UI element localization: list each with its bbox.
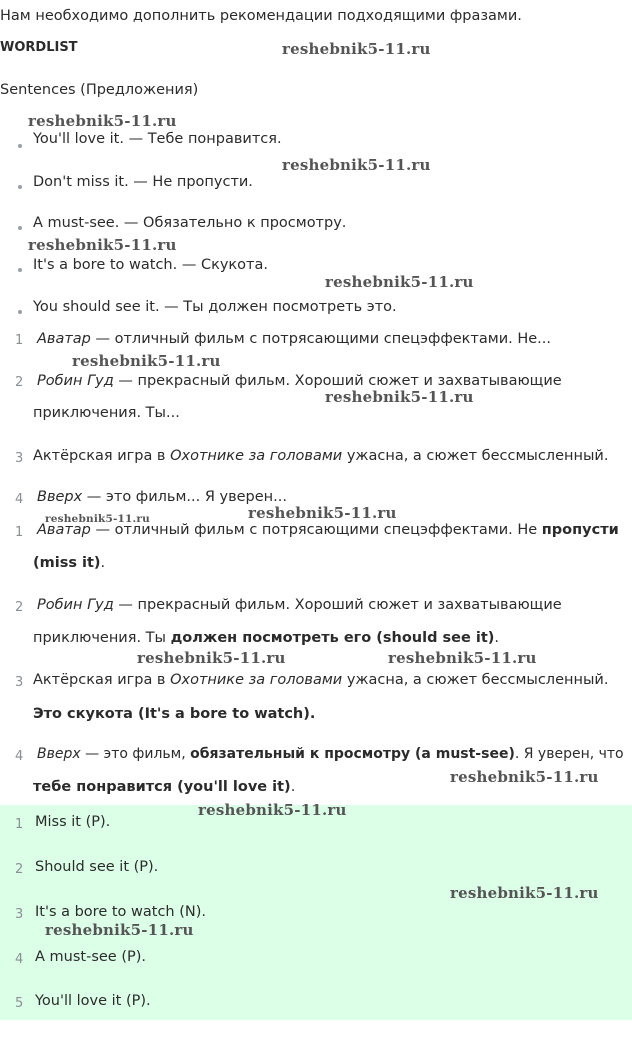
answer-2-continued	[33, 630, 499, 646]
answer-end: .	[494, 630, 500, 646]
item-number: 2	[15, 375, 24, 390]
watermark: reshebnik5-11.ru	[45, 513, 150, 525]
watermark: reshebnik5-11.ru	[282, 40, 431, 58]
answer-1-continued	[33, 555, 105, 571]
item-number: 4	[15, 952, 24, 967]
task-item-2	[37, 373, 562, 389]
task-item-4	[37, 489, 287, 505]
classification-item: Should see it (P).	[35, 859, 159, 875]
answer-2	[37, 597, 562, 613]
answer-end: .	[100, 555, 106, 571]
bullet	[18, 144, 22, 148]
task-text: ужасна, а сюжет бессмысленный.	[342, 448, 609, 464]
answer-phrase: пропусти	[541, 522, 619, 538]
item-number: 1	[15, 817, 24, 832]
answer-text: ужасна, а сюжет бессмысленный.	[342, 672, 609, 688]
film-title: Вверх	[37, 489, 83, 505]
watermark: reshebnik5-11.ru	[28, 112, 177, 130]
answer-text: — отличный фильм с потрясающими спецэффектами. Не	[90, 522, 542, 538]
item-number: 3	[15, 451, 24, 466]
watermark: reshebnik5-11.ru	[198, 801, 347, 819]
answer-phrase: обязательный к просмотру (a must-see)	[190, 746, 515, 762]
item-number: 5	[15, 996, 24, 1011]
answer-text: Актёрская игра в	[33, 672, 171, 688]
sentences-heading: Sentences (Предложения)	[0, 82, 199, 98]
list-item: It's a bore to watch. — Скукота.	[33, 257, 268, 273]
watermark: reshebnik5-11.ru	[248, 504, 397, 522]
item-number: 1	[15, 525, 24, 540]
answer-text: . Я уверен, что	[514, 746, 624, 762]
answer-4-continued	[33, 779, 295, 795]
list-item: You'll love it. — Тебе понравится.	[33, 131, 282, 147]
watermark: reshebnik5-11.ru	[450, 768, 599, 786]
film-title: Робин Гуд	[37, 597, 114, 613]
item-number: 3	[15, 907, 24, 922]
film-title: Охотнике за головами	[170, 448, 343, 464]
answer-end: .	[309, 706, 316, 722]
film-title: Вверх	[37, 746, 81, 762]
film-title: Аватар	[37, 522, 91, 538]
classification-item: A must-see (P).	[35, 949, 146, 965]
watermark: reshebnik5-11.ru	[388, 649, 537, 667]
film-title: Охотнике за головами	[170, 672, 343, 688]
task-item-1	[37, 331, 551, 347]
task-text: Актёрская игра в	[33, 448, 171, 464]
item-number: 4	[15, 749, 24, 764]
answer-3	[33, 672, 608, 688]
answer-phrase: должен посмотреть его (should see it)	[170, 630, 495, 646]
task-text-continued: приключения. Ты...	[33, 405, 180, 421]
task-text: — это фильм... Я уверен...	[82, 489, 287, 505]
list-item: You should see it. — Ты должен посмотреть это.	[33, 299, 397, 315]
list-item: A must-see. — Обязательно к просмотру.	[33, 215, 347, 231]
task-text: — прекрасный фильм. Хороший сюжет и захватывающие	[113, 373, 562, 389]
answer-phrase: тебе понравится (you'll love it)	[33, 779, 291, 795]
film-title: Аватар	[37, 331, 91, 347]
task-item-3	[33, 448, 608, 464]
intro-text: Нам необходимо дополнить рекомендации подходящими фразами.	[0, 8, 522, 24]
answer-text: приключения. Ты	[33, 630, 171, 646]
classification-item: You'll love it (P).	[35, 993, 151, 1009]
bullet	[18, 226, 22, 230]
item-number: 4	[15, 492, 24, 507]
answer-text: — прекрасный фильм. Хороший сюжет и захватывающие	[113, 597, 562, 613]
classification-item: It's a bore to watch (N).	[35, 904, 206, 920]
watermark: reshebnik5-11.ru	[282, 156, 431, 174]
item-number: 2	[15, 600, 24, 615]
watermark: reshebnik5-11.ru	[28, 236, 177, 254]
bullet	[18, 185, 22, 189]
answer-end: .	[290, 779, 296, 795]
watermark: reshebnik5-11.ru	[45, 921, 194, 939]
item-number: 1	[15, 333, 24, 348]
watermark: reshebnik5-11.ru	[137, 649, 286, 667]
task-text: — отличный фильм с потрясающими спецэффектами. Не...	[90, 331, 551, 347]
film-title: Робин Гуд	[37, 373, 114, 389]
list-item: Don't miss it. — Не пропусти.	[33, 174, 253, 190]
answer-4	[37, 746, 624, 762]
bullet	[18, 310, 22, 314]
bullet	[18, 268, 22, 272]
watermark: reshebnik5-11.ru	[72, 352, 221, 370]
classification-item: Miss it (P).	[35, 814, 111, 830]
wordlist-label: WORDLIST	[0, 40, 78, 55]
answer-text: — это фильм,	[80, 746, 191, 762]
answer-3-continued	[33, 706, 315, 722]
watermark: reshebnik5-11.ru	[325, 388, 474, 406]
answer-phrase: (miss it)	[33, 555, 101, 571]
item-number: 2	[15, 862, 24, 877]
item-number: 3	[15, 675, 24, 690]
watermark: reshebnik5-11.ru	[325, 273, 474, 291]
watermark: reshebnik5-11.ru	[450, 884, 599, 902]
answer-phrase: Это скукота (It's a bore to watch)	[33, 706, 310, 722]
